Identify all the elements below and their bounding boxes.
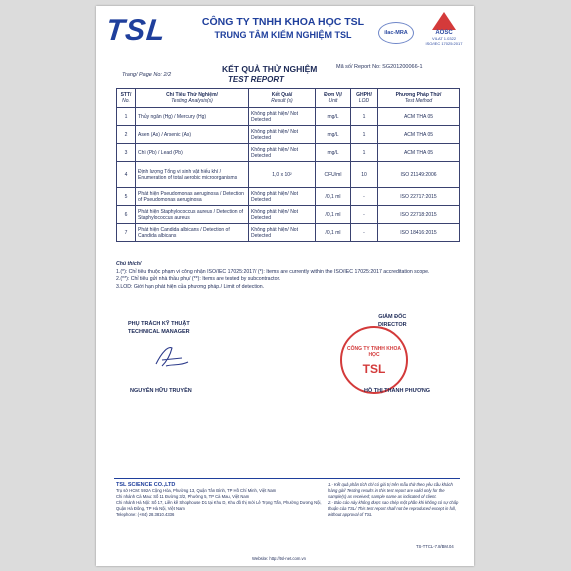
accreditation-name: AOSC — [435, 30, 453, 36]
cell-no: 4 — [117, 162, 136, 188]
note-3: 3.LOD: Giới hạn phát hiện của phương pháp./ Limit of detection. — [116, 283, 265, 290]
note-2: 2.(**): Chỉ tiêu gửi nhà thầu phụ/ (**): Items are tested by subcontractor. — [116, 276, 281, 282]
cell-result: Không phát hiện/ Not Detected — [249, 144, 316, 162]
cell-lod: - — [351, 188, 378, 206]
page-number: Trang/ Page No: 2/2 — [122, 72, 172, 78]
col-header-no: STT/ No. — [117, 89, 136, 108]
cell-method: ACM THA 05 — [378, 108, 460, 126]
cell-no: 2 — [117, 126, 136, 144]
table-header-row — [117, 89, 460, 108]
disclaimer-1: 1.- Kết quả phân tích chỉ có giá trị trên mẫu thử theo yêu cầu khách hàng gửi/ Testing results in this test report are valid only for the sample(s) as received; sample name as indicated of client. — [328, 482, 453, 499]
cell-analysis: Chì (Pb) / Lead (Pb) — [136, 144, 249, 162]
cell-method: ACM THA 05 — [378, 144, 460, 162]
footer-company: TSL SCIENCE CO.,LTD — [116, 482, 176, 488]
accreditation-triangle-icon — [432, 12, 456, 30]
company-name: CÔNG TY TNHH KHOA HỌC TSL — [201, 16, 365, 28]
cell-result: Không phát hiện/ Not Detected — [249, 188, 316, 206]
table-row — [117, 206, 460, 224]
cell-method: ISO 18416:2015 — [378, 224, 460, 242]
center-name: TRUNG TÂM KIỂM NGHIỆM TSL — [214, 30, 352, 40]
technical-manager-signature — [152, 342, 192, 372]
technical-manager-title-vn: PHỤ TRÁCH KỸ THUẬT — [128, 321, 190, 327]
director-title-en: DIRECTOR — [378, 322, 407, 328]
cell-unit: /0,1 ml — [316, 224, 351, 242]
cell-no: 1 — [117, 108, 136, 126]
cell-lod: 1 — [351, 126, 378, 144]
col-header-analysis: Chỉ Tiêu Thử Nghiệm/ Testing Analysis(s) — [136, 89, 249, 108]
cell-lod: 1 — [351, 108, 378, 126]
stamp-text: CÔNG TY TNHH KHOA HỌC — [346, 346, 402, 358]
technical-manager-title-en: TECHNICAL MANAGER — [128, 329, 190, 335]
notes-title: Chú thích/ — [116, 261, 142, 267]
table-row — [117, 162, 460, 188]
accreditation-iso: ISO/IEC 17025:2017 — [425, 41, 463, 46]
cell-result: Không phát hiện/ Not Detected — [249, 108, 316, 126]
results-table — [116, 88, 460, 242]
cell-lod: 1 — [351, 144, 378, 162]
stamp-logo-text: TSL — [362, 362, 386, 376]
report-title-vn: KẾT QUẢ THỬ NGHIỆM — [222, 64, 318, 74]
footer-contacts — [116, 482, 326, 518]
footer-hn-branch: Chi nhánh Hà Nội: Số 17, Liền kề Shophouse D1 tại Khu D, Khu đô thị mới Lê Trọng Tấn, Phường Dương Nội, Quận Hà Đông, TP Hà Nội, Việt Nam — [116, 500, 322, 511]
cell-no: 5 — [117, 188, 136, 206]
note-1: 1.(*): Chỉ tiêu thuộc phạm vi công nhận ISO/IEC 17025:2017/ (*): Items are currently within the ISO/IEC 17025:2017 accreditation scope. — [116, 268, 430, 275]
col-header-lod: GHPH/ LOD — [351, 89, 378, 108]
cell-method: ISO 21149:2006 — [378, 162, 460, 188]
cell-method: ACM THA 05 — [378, 126, 460, 144]
test-report-page — [96, 6, 474, 566]
cell-lod: - — [351, 224, 378, 242]
footer-cm-branch: Chi nhánh Cà Mau: Số 11 Đường 3/2, Phường 5, TP Cà Mau, Việt Nam — [116, 494, 250, 499]
director-name: HỒ THỊ THANH PHƯƠNG — [364, 388, 431, 394]
cell-analysis: Thủy ngân (Hg) / Mercury (Hg) — [136, 108, 249, 126]
table-row — [117, 126, 460, 144]
footer-divider — [114, 478, 460, 479]
cell-analysis: Định lượng Tổng vi sinh vật hiếu khí / Enumeration of total aerobic microorganisms — [136, 162, 249, 188]
cell-no: 6 — [117, 206, 136, 224]
col-header-method: Phương Pháp Thử/ Test Method — [378, 89, 460, 108]
footer-telephone: Telephone: (+84) 28.3810.4336 — [116, 512, 175, 517]
table-row — [117, 224, 460, 242]
company-stamp — [340, 326, 408, 394]
cell-method: ISO 22717:2015 — [378, 188, 460, 206]
cell-unit: mg/L — [316, 108, 351, 126]
tsl-logo: TSL — [104, 14, 168, 47]
technical-manager-name: NGUYỄN HỮU TRUYỀN — [130, 388, 192, 394]
cell-analysis: Phát hiện Staphylococcus aureus / Detection of Staphylococcus aureus — [136, 206, 249, 224]
disclaimer-2: 2.- Báo cáo này không được sao chép một phần khi không có sự chấp thuận của TSL/ This test report shall not be reproduced except in full, without approval of TSL — [328, 500, 459, 517]
cell-method: ISO 22718:2015 — [378, 206, 460, 224]
cell-no: 7 — [117, 224, 136, 242]
cell-analysis: Phát hiện Candida albicans / Detection of Candida albicans — [136, 224, 249, 242]
table-row — [117, 144, 460, 162]
report-title-en: TEST REPORT — [228, 75, 284, 84]
footer-disclaimer — [328, 482, 462, 518]
form-code: TS-TTCL-7.8/BM.04 — [416, 544, 454, 549]
cell-unit: mg/L — [316, 126, 351, 144]
cell-unit: CFU/ml — [316, 162, 351, 188]
cell-result: Không phát hiện/ Not Detected — [249, 126, 316, 144]
cell-lod: 10 — [351, 162, 378, 188]
col-header-result: Kết Quả/ Result (s) — [249, 89, 316, 108]
technical-manager-title — [128, 320, 190, 336]
cell-analysis: Phát hiện Pseudomonas aeruginosa / Detection of Pseudomonas aeruginosa — [136, 188, 249, 206]
cell-lod: - — [351, 206, 378, 224]
footer-hq: Trụ sở HCM: 592A Cộng Hòa, Phường 13, Quận Tân Bình, TP Hồ Chí Minh, Việt Nam — [116, 488, 277, 493]
cell-result: Không phát hiện/ Not Detected — [249, 224, 316, 242]
accreditation-number: VILAT 1.0322 — [431, 36, 457, 41]
director-title-vn: GIÁM ĐỐC — [378, 314, 407, 320]
report-number: Mã số/ Report No: SG201200066-1 — [336, 64, 423, 70]
cell-analysis: Asen (As) / Arsenic (As) — [136, 126, 249, 144]
cell-result: 1,0 x 10² — [249, 162, 316, 188]
cell-no: 3 — [117, 144, 136, 162]
table-row — [117, 188, 460, 206]
cell-unit: /0,1 ml — [316, 206, 351, 224]
website-link[interactable]: Website: http://tsl-net.com.vn — [252, 556, 306, 561]
ilac-mra-badge: ilac-MRA — [378, 22, 414, 44]
col-header-unit: Đơn Vị/ Unit — [316, 89, 351, 108]
cell-unit: mg/L — [316, 144, 351, 162]
notes-section — [116, 261, 460, 291]
cell-unit: /0,1 ml — [316, 188, 351, 206]
cell-result: Không phát hiện/ Not Detected — [249, 206, 316, 224]
table-row — [117, 108, 460, 126]
accreditation-badge — [421, 12, 467, 56]
